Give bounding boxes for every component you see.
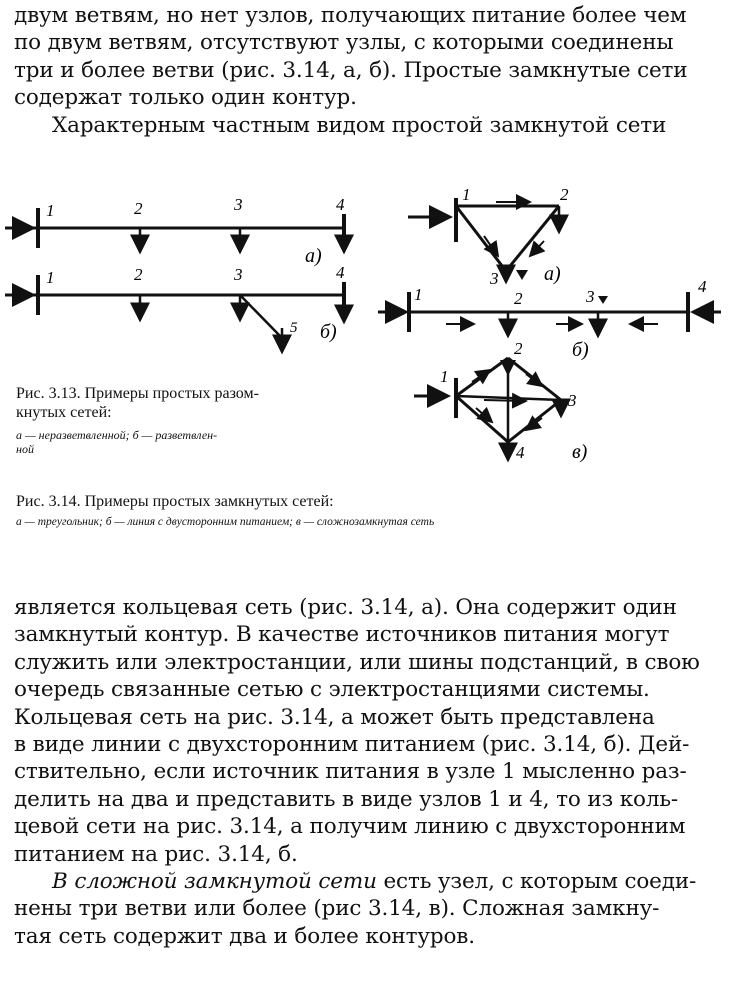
fig313-line-a	[5, 195, 345, 267]
fig314-sub-b: б)	[572, 339, 589, 361]
text-line	[14, 868, 744, 895]
text-line: по двум ветвям, отсутствуют узлы, с которыми соединены	[14, 30, 674, 56]
text-line: цевой сети на рис. 3.14, а получим линию с двухсторонним	[14, 814, 686, 840]
fig313-node-label: 1	[46, 268, 55, 287]
fig314-triangle	[408, 186, 569, 288]
caption-note: а — треугольник; б — линия с двусторонним питанием; в — сложнозамкнутая сеть	[16, 516, 435, 528]
fig314-node-label: 1	[414, 285, 423, 304]
fig314-node-label: 2	[514, 289, 523, 308]
caption-title: Рис. 3.13. Примеры простых разом-	[16, 385, 259, 402]
fig314-sub-v: в)	[572, 441, 588, 463]
text-line: содержат только один контур.	[14, 85, 357, 111]
figure-3-14-diagram	[376, 186, 756, 476]
text-line: Кольцевая сеть на рис. 3.14, а может быть представлена	[14, 704, 655, 730]
fig313-node-label: 2	[134, 265, 143, 284]
text-line: служить или электростанции, или шины подстанций, в свою	[14, 649, 700, 675]
fig314-node-label: 4	[698, 277, 707, 296]
text-line: очередь связанные сетью с электростанциями системы.	[14, 677, 650, 703]
text-line: замкнутый контур. В качестве источников питания могут	[14, 622, 670, 648]
figure-3-13-caption	[16, 384, 366, 456]
text-line: двум ветвям, но нет узлов, получающих питание более чем	[14, 3, 687, 28]
text-line: Характерным частным видом простой замкнутой сети	[52, 112, 667, 138]
fig314-node-label: 1	[440, 367, 449, 386]
fig313-line-b	[5, 263, 345, 352]
fig313-sub-a: а)	[305, 245, 322, 267]
text-line: тая сеть содержит два и более контуров.	[14, 923, 475, 949]
fig314-complex-network	[414, 339, 588, 463]
text-line: нены три ветви или более (рис 3.14, в). Сложная замкну-	[14, 896, 660, 922]
figure-3-13-diagram	[0, 190, 380, 370]
text-line: делить на два и представить в виде узлов 1 и 4, то из коль-	[14, 786, 679, 812]
term-rest: есть узел, с которым соеди-	[376, 869, 697, 895]
text-line: ствительно, если источник питания в узле 1 мысленно раз-	[14, 759, 687, 785]
body-paragraph	[14, 594, 744, 950]
fig314-sub-a: а)	[544, 263, 561, 285]
text-line: является кольцевая сеть (рис. 3.14, а). Она содержит один	[14, 595, 677, 620]
caption-note: ной	[16, 442, 34, 456]
fig314-node-label: 2	[514, 339, 523, 358]
fig313-sub-b: б)	[320, 321, 337, 343]
fig313-node-label: 4	[336, 195, 345, 214]
term-italic: В сложной замкнутой сети	[52, 869, 377, 895]
text-line: в виде линии с двухсторонним питанием (рис. 3.14, б). Дей-	[14, 732, 690, 758]
fig314-node-label: 1	[462, 186, 471, 204]
fig314-node-label: 3	[568, 391, 577, 410]
caption-title: Рис. 3.14. Примеры простых замкнутых сетей:	[16, 493, 334, 510]
fig313-node-label: 4	[336, 263, 345, 282]
fig313-node-label: 3	[234, 265, 243, 284]
fig313-node-label: 5	[290, 320, 298, 336]
fig313-node-label: 2	[134, 199, 143, 218]
text-line: питанием на рис. 3.14, б.	[14, 841, 298, 867]
caption-title: кнутых сетей:	[16, 404, 112, 421]
fig314-node-label: 4	[516, 443, 525, 462]
fig314-node-label: 3	[586, 287, 595, 306]
text-line: три и более ветви (рис. 3.14, а, б). Простые замкнутые сети	[14, 57, 688, 83]
fig313-node-label: 3	[234, 195, 243, 214]
top-paragraph	[14, 2, 744, 139]
fig314-node-label: 3	[490, 269, 499, 288]
fig313-node-label: 1	[46, 201, 55, 220]
caption-note: а — неразветвленной; б — разветвлен-	[16, 428, 218, 442]
fig314-double-supply-line	[378, 277, 721, 361]
fig314-node-label: 2	[560, 186, 569, 204]
figure-3-14-caption	[16, 492, 746, 529]
